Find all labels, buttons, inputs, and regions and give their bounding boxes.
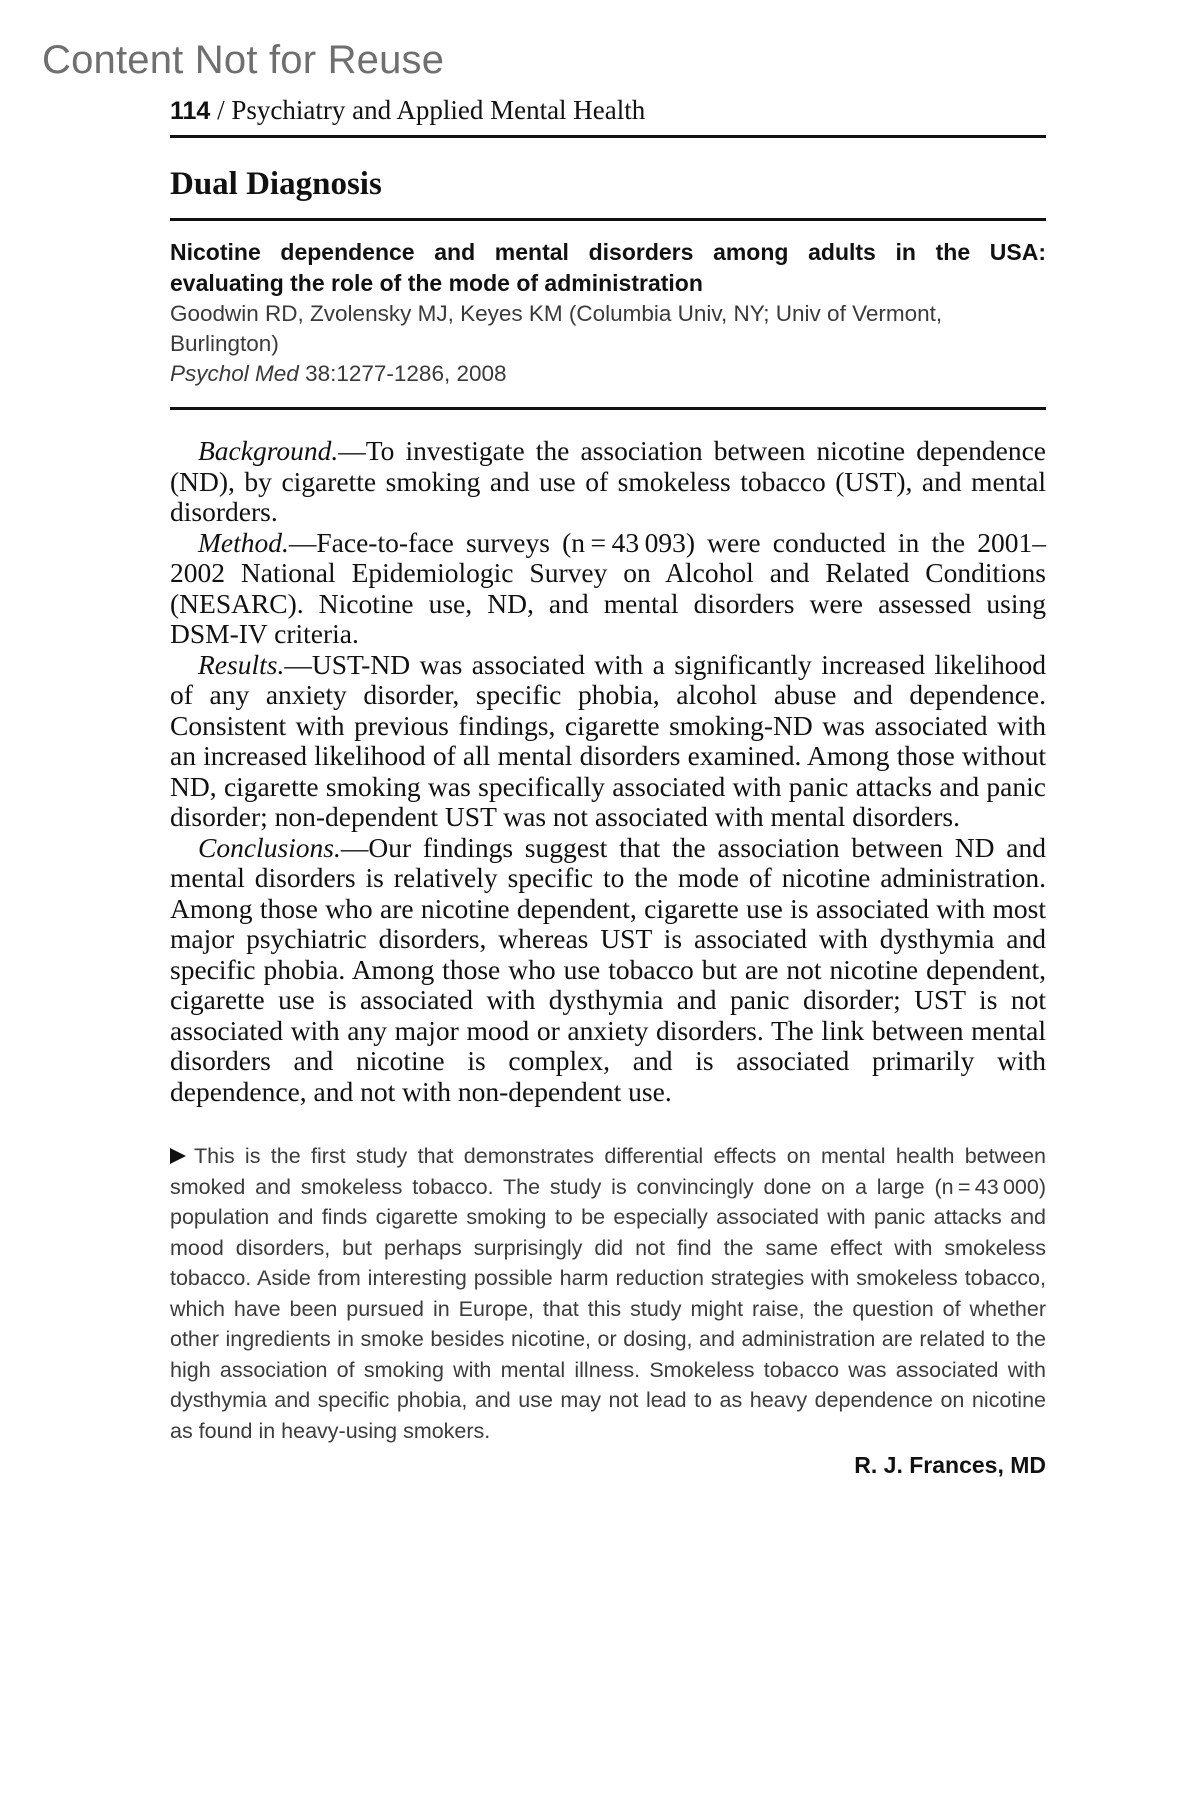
watermark: Content Not for Reuse — [42, 38, 445, 82]
abstract-method — [170, 528, 1046, 650]
abstract-background — [170, 436, 1046, 528]
commentary — [170, 1141, 1046, 1446]
page — [170, 90, 1046, 1480]
commentary-signature: R. J. Frances, MD — [854, 1452, 1046, 1478]
abstract-results-label: Results. — [198, 648, 285, 680]
abstract-results — [170, 650, 1046, 833]
play-triangle-icon — [170, 1148, 186, 1164]
article-authors: Goodwin RD, Zvolensky MJ, Keyes KM (Columbia Univ, NY; Univ of Vermont, Burlington) — [170, 301, 943, 356]
running-head — [170, 90, 1046, 130]
page-number: 114 — [170, 97, 211, 125]
abstract-conclusions-text: —Our findings suggest that the association between ND and mental disorders is relatively specific to the mode of nicotine administration. Among those who are nicotine dependent, cigarette use is associated with most major psychiatric disorders, whereas UST is associated with dysthymia and specific phobia. Among those who use tobacco but are not nicotine dependent, cigarette use is associated with dysthymia and panic disorder; UST is not associated with any major mood or anxiety disorders. The link between mental disorders and nicotine is complex, and is associated primarily with dependence, and not with non-dependent use. — [170, 831, 1046, 1107]
abstract-conclusions-label: Conclusions. — [198, 831, 341, 863]
section-title: Dual Diagnosis — [170, 166, 382, 202]
abstract — [170, 436, 1046, 1107]
header-rule — [170, 135, 1046, 138]
article-header — [170, 221, 1046, 407]
abstract-method-text: —Face-to-face surveys (n = 43 093) were conducted in the 2001–2002 National Epidemiologic Survey on Alcohol and Related Conditions (NESARC). Nicotine use, ND, and mental disorders were assessed using DSM-IV criteria. — [170, 526, 1046, 649]
citation-details: 38:1277-1286, 2008 — [305, 361, 507, 386]
book-title: Psychiatry and Applied Mental Health — [231, 95, 646, 125]
abstract-background-label: Background. — [198, 435, 339, 466]
article-rule — [170, 407, 1046, 410]
journal-name: Psychol Med — [170, 361, 299, 386]
abstract-background-text: —To investigate the association between nicotine dependence (ND), by cigarette smoking and use of smokeless tobacco (UST), and mental disorders. — [170, 435, 1046, 527]
running-head-separator: / — [217, 95, 225, 125]
abstract-method-label: Method. — [198, 526, 289, 558]
article-title: Nicotine dependence and mental disorders among adults in the USA: evaluating the role of the mode of administration — [170, 239, 1046, 296]
article-citation — [170, 359, 1046, 389]
abstract-results-text: —UST-ND was associated with a significantly increased likelihood of any anxiety disorder, specific phobia, alcohol abuse and dependence. Consistent with previous findings, cigarette smoking-ND was associated with an increased likelihood of all mental disorders examined. Among those without ND, cigarette smoking was specifically associated with panic attacks and panic disorder; non-dependent UST was not associated with mental disorders. — [170, 648, 1046, 832]
abstract-conclusions — [170, 833, 1046, 1108]
commentary-text: This is the first study that demonstrates differential effects on mental health between smoked and smokeless tobacco. The study is convincingly done on a large (n = 43 000) population and finds cigarette smoking to be especially associated with panic attacks and mood disorders, but perhaps surprisingly did not find the same effect with smokeless tobacco. Aside from interesting possible harm reduction strategies with smokeless tobacco, which have been pursued in Europe, that this study might raise, the question of whether other ingredients in smoke besides nicotine, or dosing, and administration are related to the high association of smoking with mental illness. Smokeless tobacco was associated with dysthymia and specific phobia, and use may not lead to as heavy dependence on nicotine as found in heavy-using smokers. — [170, 1144, 1046, 1443]
